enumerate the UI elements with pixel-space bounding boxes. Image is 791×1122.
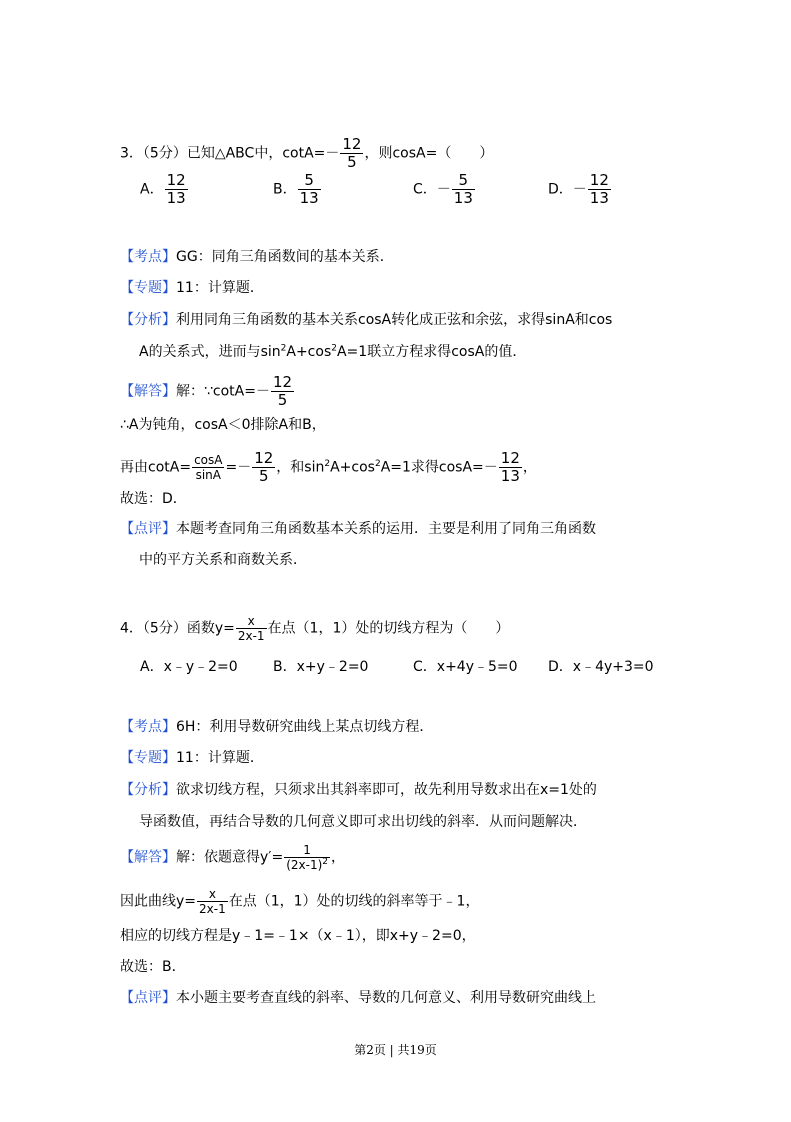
q3-option-a[interactable]: A． $\frac{12}{13}$ [140,171,186,207]
q4-option-d[interactable]: D．x﹣4y+3=0 [548,659,654,675]
q4-option-c[interactable]: C．x+4y﹣5=0 [413,659,518,675]
q4-points: （5分） [142,620,187,637]
q4-fenxi-cont: 导函数值，再结合导数的几何意义即可求出切线的斜率．从而问题解决． [139,814,587,830]
q4-kaodian: 【考点】6H：利用导数研究曲线上某点切线方程． [120,719,434,735]
q3-points: （5分） [142,145,187,162]
q3-zhuanti: 【专题】11：计算题． [120,280,264,296]
q3-jieda-2: ∴A为钝角，cosA＜0排除A和B， [120,417,326,433]
q3-jieda: 【解答】解：∵cotA=－ $\frac{12}{5}$ [120,373,293,409]
q4-jieda-3: 相应的切线方程是y﹣1=﹣1×（x﹣1），即x+y﹣2=0， [120,928,476,944]
q3-fenxi: 【分析】利用同角三角函数的基本关系cosA转化成正弦和余弦，求得sinA和cos [120,312,613,328]
q4-option-b[interactable]: B．x+y﹣2=0 [273,659,369,675]
q3-option-d[interactable]: D．－ $\frac{12}{13}$ [548,171,609,207]
q3-dianping: 【点评】本题考查同角三角函数基本关系的运用．主要是利用了同角三角函数 [120,521,596,537]
q3-answer: 故选：D． [120,491,187,507]
q4-option-a[interactable]: A．x﹣y﹣2=0 [140,659,238,675]
q3-option-c[interactable]: C．－ $\frac{5}{13}$ [413,171,473,207]
q4-jieda: 【解答】解：依题意得y′= $\frac{1}{(2x-1)^2}$ ， [120,843,346,872]
page-footer: 第2页 | 共19页 [354,1043,437,1057]
q4-fenxi: 【分析】欲求切线方程，只须求出其斜率即可，故先利用导数求出在x=1处的 [120,782,597,798]
q4-stem: 4．（5分）函数y= $\frac{x}{2x-1}$ 在点（1，1）处的切线方程为（ ） [120,614,510,643]
q3-dianping-cont: 中的平方关系和商数关系． [139,552,307,568]
q3-option-b[interactable]: B． $\frac{5}{13}$ [273,171,319,207]
q3-fenxi-cont: A的关系式，进而与$\sin^2A+\cos^2A=1$联立方程求得cosA的值． [139,343,527,360]
q4-zhuanti: 【专题】11：计算题． [120,750,264,766]
q3-kaodian: 【考点】GG：同角三角函数间的基本关系． [120,249,394,265]
q4-number: 4． [120,620,143,637]
q3-number: 3． [120,145,143,162]
q3-stem: 3．（5分）已知△ABC中，cotA=－ $\frac{12}{5}$ ，则cosA=（ ） [120,135,494,171]
q3-jieda-3: 再由cotA= $\frac{\cos A}{\sin A}$ =－ $\frac{12}{5}$ ，和$\sin^2A+\cos^2A=1$求得cosA=－ $\frac{12}{13}$ ， [120,449,537,485]
q4-jieda-2: 因此曲线y= $\frac{x}{2x-1}$ 在点（1，1）处的切线的斜率等于﹣1， [120,887,480,916]
q4-dianping: 【点评】本小题主要考查直线的斜率、导数的几何意义、利用导数研究曲线上 [120,990,596,1006]
q3-stem-fraction: $\frac{12}{5}$ [342,135,362,171]
q4-stem-fraction: $\frac{x}{2x-1}$ [237,614,265,643]
q4-answer: 故选：B． [120,959,186,975]
